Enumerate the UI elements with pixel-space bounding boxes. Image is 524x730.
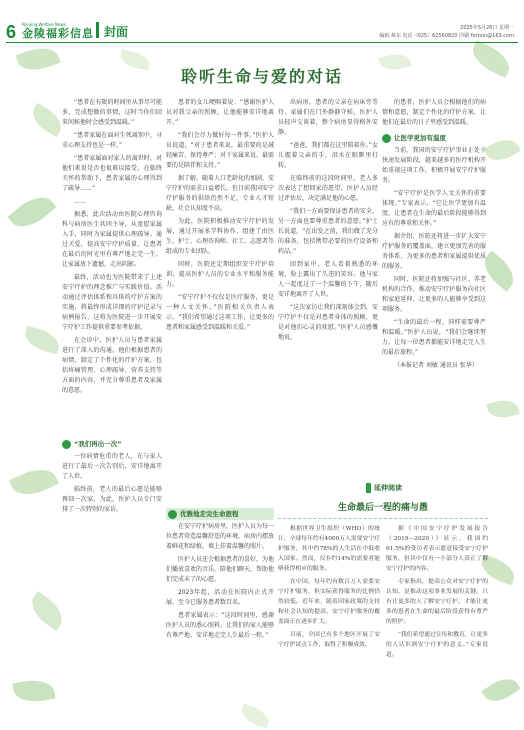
paragraph: 一位病情危重的老人，在与家人进行了最后一次告别后，安详地离开了人世。 xyxy=(62,453,162,480)
issue-date: 2025年5月26日 星期一 xyxy=(460,25,514,31)
paragraph: 同时，医院还将加强与社区、养老机构的合作，推动安宁疗护服务向社区和家庭延伸，让更多的人能够享受到这项服务。 xyxy=(382,276,486,313)
paragraph: 在安宁疗护病房里，医护人员为每一位患者营造温馨舒适的环境，病房内摆放着鲜花和绿植，墙上挂着温馨的照片。 xyxy=(166,523,274,550)
bullet-icon xyxy=(168,510,177,519)
paragraph: 同时，医院还定期组织安宁疗护培训，提高医护人员的专业水平和服务能力。 xyxy=(166,261,274,288)
paragraph: 据《中国安宁疗护发展报告（2019—2020）》显示，我国约61.5%的受访者表示愿意接受安宁疗护服务，但其中仅有一小部分人真正了解安宁疗护的内容。 xyxy=(386,526,488,572)
paragraph: “我们会尽力做好每一件事。”医护人员说道，“对于患者来说，最重要的是减轻痛苦、保持尊严；对于家属来说，最需要的是陪伴和支持。” xyxy=(166,132,274,169)
extended-column-1 xyxy=(278,524,380,708)
paragraph: 医护人员还会根据患者的喜好，为他们播放喜欢的音乐，陪他们聊天，帮助他们完成未了的心愿。 xyxy=(166,556,274,583)
paragraph: “安宁疗护是医学人文关怀的重要体现。”专家表示，“它让医学更加有温度，让患者在生命的最后阶段能够得到应有的尊重和关怀。” xyxy=(382,190,486,227)
masthead-chinese: 金陵福彩信息 xyxy=(22,27,94,40)
header-divider xyxy=(6,42,518,43)
subheading-1: “我们再出一次” xyxy=(62,438,162,450)
page-number: 6 xyxy=(6,22,17,42)
paragraph: 患者家属表示：“这段时间里，感谢医护人员的悉心照料，让我们的家人能够有尊严地、安详地走完人生最后一程。” xyxy=(166,612,274,639)
subheading-2: 优雅地走完生命旅程 xyxy=(166,508,274,520)
bullet-icon xyxy=(62,440,71,449)
editor-contact: 编辑 蔡东 电话（025）62560820 印刷 fortoin@163.com xyxy=(379,33,514,39)
section-name: 封面 xyxy=(104,25,129,39)
page-header xyxy=(0,0,524,44)
paragraph: 据悉，此次活动由医院心理咨询科与病房医生共同主导，从宽慰家属入手，同时为家属提供心理疏导。通过关爱，提高安宁疗护质量，让患者在最后的时光里有尊严地走完一生，让家属放下遗憾，走出阴影。 xyxy=(62,211,162,268)
paragraph: （本报记者 刘敏 通讯员 张华） xyxy=(394,362,478,369)
article-column-4 xyxy=(382,98,486,130)
article-title: 聆听生命与爱的对话 xyxy=(180,67,343,86)
extended-reading-title: 生命最后一程的痛与愚 xyxy=(337,503,428,513)
paragraph: …… xyxy=(74,198,86,205)
paragraph: 患者的女儿哽咽着说：“感谢医护人员对我父亲的照顾，让他能够安详地离开。” xyxy=(166,99,274,126)
bullet-icon xyxy=(382,134,391,143)
paragraph: 出病房。患者的父亲在病床旁等待，家属们在门外静静守候，医护人员轻声交谈着，整个病房显得格外安静。 xyxy=(278,99,378,136)
paragraph: 据了解，随着人口老龄化的加剧，安宁疗护的需求日益增长，但目前我国安宁疗护服务的供给仍然不足，专业人才短缺，社会认知度不高。 xyxy=(166,175,274,212)
paragraph: 当前，我国的安宁疗护事业正处于快速发展阶段，越来越多的医疗机构开始重视这项工作，积极开展安宁疗护服务。 xyxy=(382,147,486,184)
extended-column-2 xyxy=(386,524,488,708)
paragraph: 最终，活动也为医院带来了上述安宁疗护的理念推广与实践价值。活动通过评估体系和具体的疗护方案的实施，将最终形成详细的疗护记录与病例报告，这将为医院进一步开展安宁疗护工作提供重要参考依据。 xyxy=(62,274,162,331)
masthead-logo xyxy=(22,22,94,42)
paragraph: 为此，医院积极推动安宁疗护的发展，通过开展多学科协作，组建了由医生、护士、心理咨询师、社工、志愿者等组成的专业团队。 xyxy=(166,218,274,255)
paragraph: 临终前，老人的最后心愿是能够再回一次家，为此，医护人员专门安排了一次特别的家访。 xyxy=(62,486,162,513)
paragraph: “这次家访让我们深刻体会到，安宁疗护不仅是对患者身体的照顾，更是对他们心灵的抚慰。”医护人员感慨地说。 xyxy=(278,304,378,341)
article-column-1b xyxy=(62,452,162,720)
paragraph: 2023年起，活动在医院内正式开展，至今已服务患者数百名。 xyxy=(166,589,274,606)
paragraph: 回到家中，老人看着熟悉的环境，脸上露出了久违的笑容。他与家人一起度过了一个温馨的下午，随后安详地离开了人世。 xyxy=(278,261,378,298)
paragraph: “安宁疗护不仅仅是医疗服务，更是一种人文关怀。”医院相关负责人表示，“我们希望通过这项工作，让更多的患者和家属感受到温暖和关爱。” xyxy=(166,294,274,331)
paragraph: 专家指出，提高公众对安宁疗护的认知，是推动这项事业发展的关键。只有让更多的人了解安宁疗护，才能让更多的患者在生命的最后阶段获得有尊严的照护。 xyxy=(386,579,488,625)
paragraph: 在中国，每年约有数百万人需要安宁疗护服务，但实际获得服务的比例仍然较低。近年来，随着国家政策的支持和社会认知的提高，安宁疗护服务的覆盖面正在逐步扩大。 xyxy=(278,579,380,625)
paragraph: 在临终前的这段时间里，老人多次表达了想回家的愿望，医护人员经过评估后，决定满足他的心愿。 xyxy=(278,175,378,202)
paragraph: “患者家属面对家人的离世时，对他们来说是否也很难以接受，在临终关怀的帮助下，患者家属的心理得到了疏导……” xyxy=(62,155,162,192)
paragraph: 据介绍，医院还将进一步扩大安宁疗护服务的覆盖面，建立更加完善的服务体系，为更多的患者和家属提供优质的服务。 xyxy=(382,233,486,270)
article-column-4b xyxy=(382,146,486,486)
paragraph: “爸爸，我们都在这里陪着你。”女儿握着父亲的手，泪水在眼眶里打转。 xyxy=(278,142,378,169)
section-marker xyxy=(96,22,99,38)
paragraph: 根据世界卫生组织（WHO）的统计，全球每年约有4000万人需要安宁疗护服务，其中约78%的人生活在中低收入国家。然而，仅有约14%的需要者能够获得相应的服务。 xyxy=(278,526,380,572)
masthead-english: Nanjing Welfare News xyxy=(22,22,66,27)
article-column-3 xyxy=(278,98,378,488)
paragraph: “我们一方面要保证患者的安全，另一方面也要尊重患者的意愿。”护士长说道，“在出发之前，我们做了充分的准备，包括携带必要的医疗设备和药品。” xyxy=(278,208,378,255)
article-column-2b xyxy=(166,522,274,722)
label-marker-icon xyxy=(366,483,371,493)
paragraph: “生命的最后一程，同样需要尊严和温暖。”医护人员说，“我们会继续努力，让每一位患者都能安详地走完人生的最后旅程。” xyxy=(382,319,486,356)
subheading-3: 让医学更加有温度 xyxy=(382,132,486,144)
article-column-2 xyxy=(166,98,274,498)
paragraph: “患者在有限的时间里从事尽可能多，完成想做的事情，这时当你们回来问候他时会感受到温暖。” xyxy=(62,99,162,126)
extended-reading-label: 延伸阅读 xyxy=(366,482,402,494)
paragraph: 在会诊中，医护人员与患者家属进行了深入的沟通，他们根据患者的病情，制定了个性化的疗护方案，包括疼痛管理、心理疏导、营养支持等方面的内容，并充分尊重患者及家属的意愿。 xyxy=(62,337,162,394)
paragraph: 的患者，医护人员会根据他们的病情和意愿，制定个性化的疗护方案，让他们在最后的日子里感受到温暖。 xyxy=(382,99,486,126)
paragraph: 目前，全国已有多个地区开展了安宁疗护试点工作，取得了积极成效。 xyxy=(278,632,380,648)
paragraph: “患者家属在面对生死离别中，寻求心理支持也是一样。” xyxy=(62,132,162,149)
paragraph: “我们希望通过宣传和教育，让更多的人认识到安宁疗护的意义。”专家说道。 xyxy=(386,632,488,658)
